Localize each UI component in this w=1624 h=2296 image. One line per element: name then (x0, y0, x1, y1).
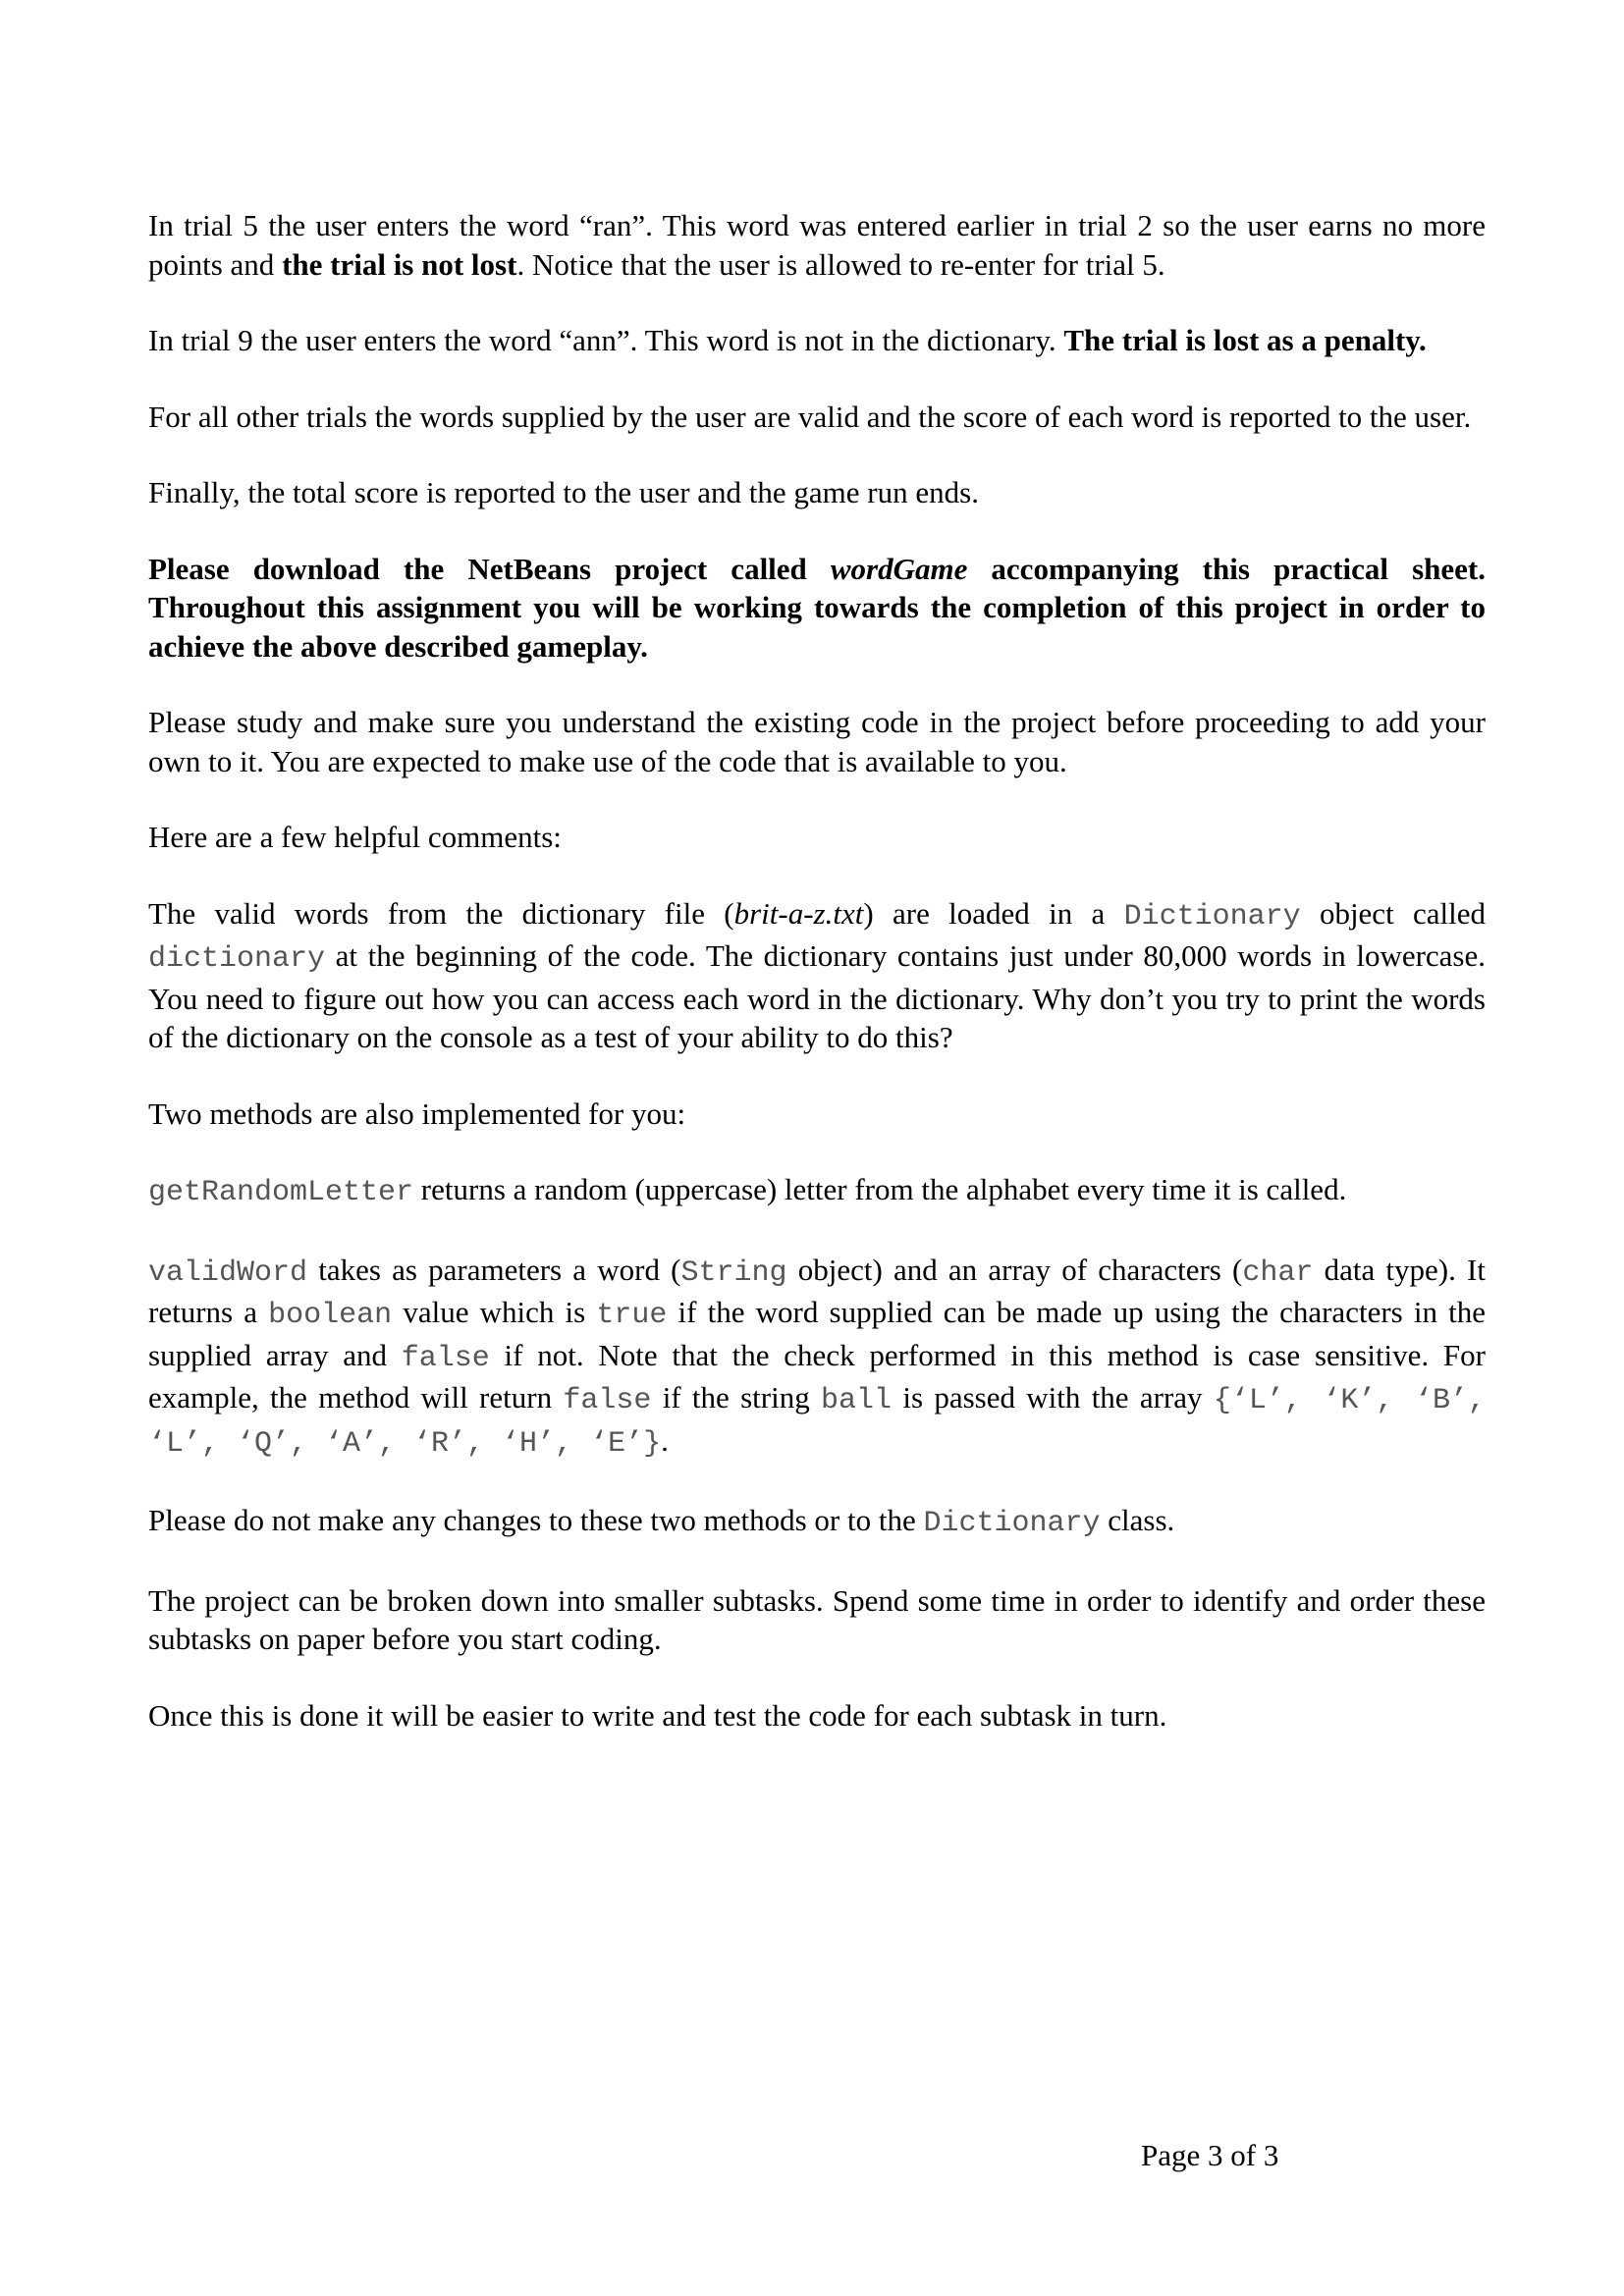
code-ball: ball (821, 1384, 893, 1417)
code-valid-word: validWord (148, 1255, 308, 1290)
code-char-array: {‘L’, ‘K’, ‘B’, ‘L’, ‘Q’, ‘A’, ‘R’, ‘H’, ‘E’} (148, 1384, 1486, 1461)
paragraph-valid-word: validWord takes as parameters a word (String object) and an array of characters (char data type). It returns a boolean value which is true if the word supplied can be made up using the characters in the supplied array and false if not. Note that the check performed in this method is case sensitive. For example, the method will return false if the string ball is passed with the array {‘L’, ‘K’, ‘B’, ‘L’, ‘Q’, ‘A’, ‘R’, ‘H’, ‘E’}. (148, 1252, 1487, 1461)
code-string: String (680, 1255, 787, 1290)
paragraph-get-random-letter: getRandomLetter returns a random (uppercase) letter from the alphabet every time it is called. (148, 1172, 1347, 1209)
paragraph-subtasks: The project can be broken down into smaller subtasks. Spend some time in order to identify and order these subtasks on paper before you start coding. (148, 1582, 1486, 1656)
paragraph-download-instructions: Please download the NetBeans project called wordGame accompanying this practical sheet. Throughout this assignment you will be working towards the completion of this project in order to achieve the above described gameplay. (148, 551, 1486, 664)
paragraph-other-trials: For all other trials the words supplied by the user are valid and the score of each word is reported to the user. (148, 399, 1472, 434)
paragraph-two-methods: Two methods are also implemented for you: (148, 1095, 686, 1131)
code-char: char (1242, 1255, 1314, 1290)
paragraph-helpful-comments: Here are a few helpful comments: (148, 820, 562, 854)
code-false-example: false (563, 1384, 652, 1417)
paragraph-study-code: Please study and make sure you understand the existing code in the project before proceeding to add your own to it. You are expected to make use of the code that is available to you. (148, 705, 1486, 778)
code-false: false (401, 1341, 490, 1375)
code-boolean: boolean (268, 1299, 393, 1332)
project-name: wordGame (830, 551, 968, 586)
code-get-random-letter: getRandomLetter (148, 1176, 414, 1209)
code-dictionary-class-ref: Dictionary (923, 1507, 1101, 1540)
bold-trial-not-lost: the trial is not lost (282, 246, 517, 282)
paragraph-trial-5: In trial 5 the user enters the word “ran”. This word was entered earlier in trial 2 so the user earns no more points and the trial is not lost. Notice that the user is allowed to re-enter for trial 5. (148, 208, 1486, 282)
paragraph-once-done: Once this is done it will be easier to write and test the code for each subtask in turn. (148, 1697, 1167, 1733)
paragraph-no-changes: Please do not make any changes to these two methods or to the Dictionary class. (148, 1503, 1175, 1540)
paragraph-dictionary: The valid words from the dictionary file (brit-a-z.txt) are loaded in a Dictionary object called dictionary at the beginning of the code. The dictionary contains just under 80,000 words in lowercase. You need to figure out how you can access each word in the dictionary. Why don’t you try to print the words of the dictionary on the console as a test of your ability to do this? (148, 895, 1486, 1054)
dictionary-filename: brit-a-z.txt (733, 895, 864, 931)
code-dictionary-class: Dictionary (1123, 899, 1301, 934)
bold-trial-lost-penalty: The trial is lost as a penalty. (1063, 323, 1427, 357)
paragraph-trial-9: In trial 9 the user enters the word “ann”. This word is not in the dictionary. The trial is lost as a penalty. (148, 323, 1427, 357)
code-true: true (596, 1299, 668, 1332)
document-body (148, 206, 1486, 1735)
paragraph-total-score: Finally, the total score is reported to the user and the game run ends. (148, 475, 979, 509)
code-dictionary-variable: dictionary (148, 942, 326, 976)
page-number: Page 3 of 3 (1141, 2138, 1279, 2172)
